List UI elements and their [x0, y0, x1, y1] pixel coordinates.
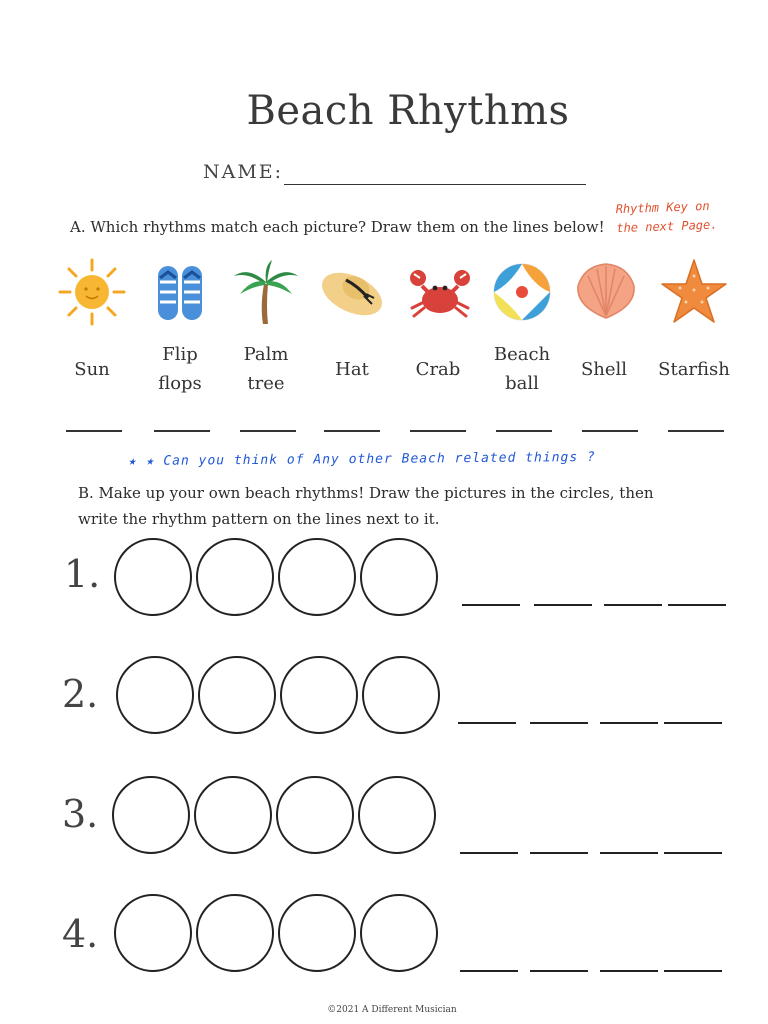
section-b-instruction-line-2: write the rhythm pattern on the lines next to it.	[78, 510, 440, 528]
section-b-instruction	[78, 480, 654, 532]
answer-line-sun[interactable]	[66, 430, 122, 432]
picture-circle[interactable]	[196, 894, 274, 972]
row-number: 1.	[64, 552, 101, 596]
label-flip-flops: Flip flops	[158, 344, 202, 394]
rhythm-line[interactable]	[460, 852, 518, 854]
picture-circle[interactable]	[360, 894, 438, 972]
rhythm-line[interactable]	[600, 970, 658, 972]
rhythm-line[interactable]	[600, 852, 658, 854]
answer-line-crab[interactable]	[410, 430, 466, 432]
answer-line-starfish[interactable]	[668, 430, 724, 432]
beach-ball-icon	[486, 256, 558, 328]
picture-circle[interactable]	[112, 776, 190, 854]
picture-circle[interactable]	[358, 776, 436, 854]
rhythm-line[interactable]	[664, 722, 722, 724]
shell-icon	[570, 256, 642, 328]
rhythm-line[interactable]	[668, 604, 726, 606]
rhythm-line[interactable]	[460, 970, 518, 972]
label-sun: Sun	[74, 359, 110, 380]
label-shell: Shell	[580, 359, 628, 380]
flip-flops-icon	[144, 256, 216, 328]
picture-circle[interactable]	[114, 894, 192, 972]
label-beach-ball: Beach ball	[493, 344, 551, 394]
picture-circle[interactable]	[362, 656, 440, 734]
answer-line-hat[interactable]	[324, 430, 380, 432]
rhythm-line[interactable]	[534, 604, 592, 606]
label-crab: Crab	[415, 359, 461, 380]
rhythm-line[interactable]	[530, 722, 588, 724]
rhythm-line[interactable]	[600, 722, 658, 724]
section-a-instruction: A. Which rhythms match each picture? Draw them on the lines below!	[70, 218, 605, 236]
crab-icon	[404, 256, 476, 328]
row-number: 3.	[62, 792, 99, 836]
answer-line-flip-flops[interactable]	[154, 430, 210, 432]
name-input-line[interactable]	[284, 184, 586, 185]
answer-line-shell[interactable]	[582, 430, 638, 432]
starfish-icon	[658, 256, 730, 328]
rhythm-line[interactable]	[458, 722, 516, 724]
picture-circle[interactable]	[114, 538, 192, 616]
row-number: 4.	[62, 912, 99, 956]
rhythm-row-1	[0, 536, 768, 626]
copyright-footer: ©2021 A Different Musician	[327, 1005, 457, 1015]
label-palm-tree: Palm tree	[243, 344, 289, 394]
picture-circle[interactable]	[360, 538, 438, 616]
row-number: 2.	[62, 672, 99, 716]
sun-icon	[56, 256, 128, 328]
picture-circle[interactable]	[196, 538, 274, 616]
rhythm-line[interactable]	[462, 604, 520, 606]
label-starfish: Starfish	[658, 359, 730, 380]
rhythm-row-4	[0, 894, 768, 984]
rhythm-row-2	[0, 656, 768, 746]
rhythm-line[interactable]	[530, 852, 588, 854]
rhythm-row-3	[0, 774, 768, 864]
rhythm-key-note: Rhythm Key on the next Page.	[615, 198, 718, 236]
rhythm-line[interactable]	[604, 604, 662, 606]
picture-circle[interactable]	[278, 894, 356, 972]
picture-circle[interactable]	[276, 776, 354, 854]
label-hat: Hat	[335, 359, 369, 380]
picture-circle[interactable]	[278, 538, 356, 616]
handwritten-question: ★ ★ Can you think of Any other Beach related things ?	[127, 449, 596, 470]
name-label: NAME:	[203, 161, 284, 183]
palm-tree-icon	[230, 256, 302, 328]
answer-line-palm-tree[interactable]	[240, 430, 296, 432]
rhythm-line[interactable]	[664, 852, 722, 854]
rhythm-line[interactable]	[664, 970, 722, 972]
answer-line-beach-ball[interactable]	[496, 430, 552, 432]
hat-icon	[316, 256, 388, 328]
picture-circle[interactable]	[194, 776, 272, 854]
picture-circle[interactable]	[198, 656, 276, 734]
page-title: Beach Rhythms	[246, 88, 570, 134]
picture-circle[interactable]	[116, 656, 194, 734]
rhythm-line[interactable]	[530, 970, 588, 972]
section-b-instruction-line-1: B. Make up your own beach rhythms! Draw the pictures in the circles, then	[78, 484, 654, 502]
picture-circle[interactable]	[280, 656, 358, 734]
